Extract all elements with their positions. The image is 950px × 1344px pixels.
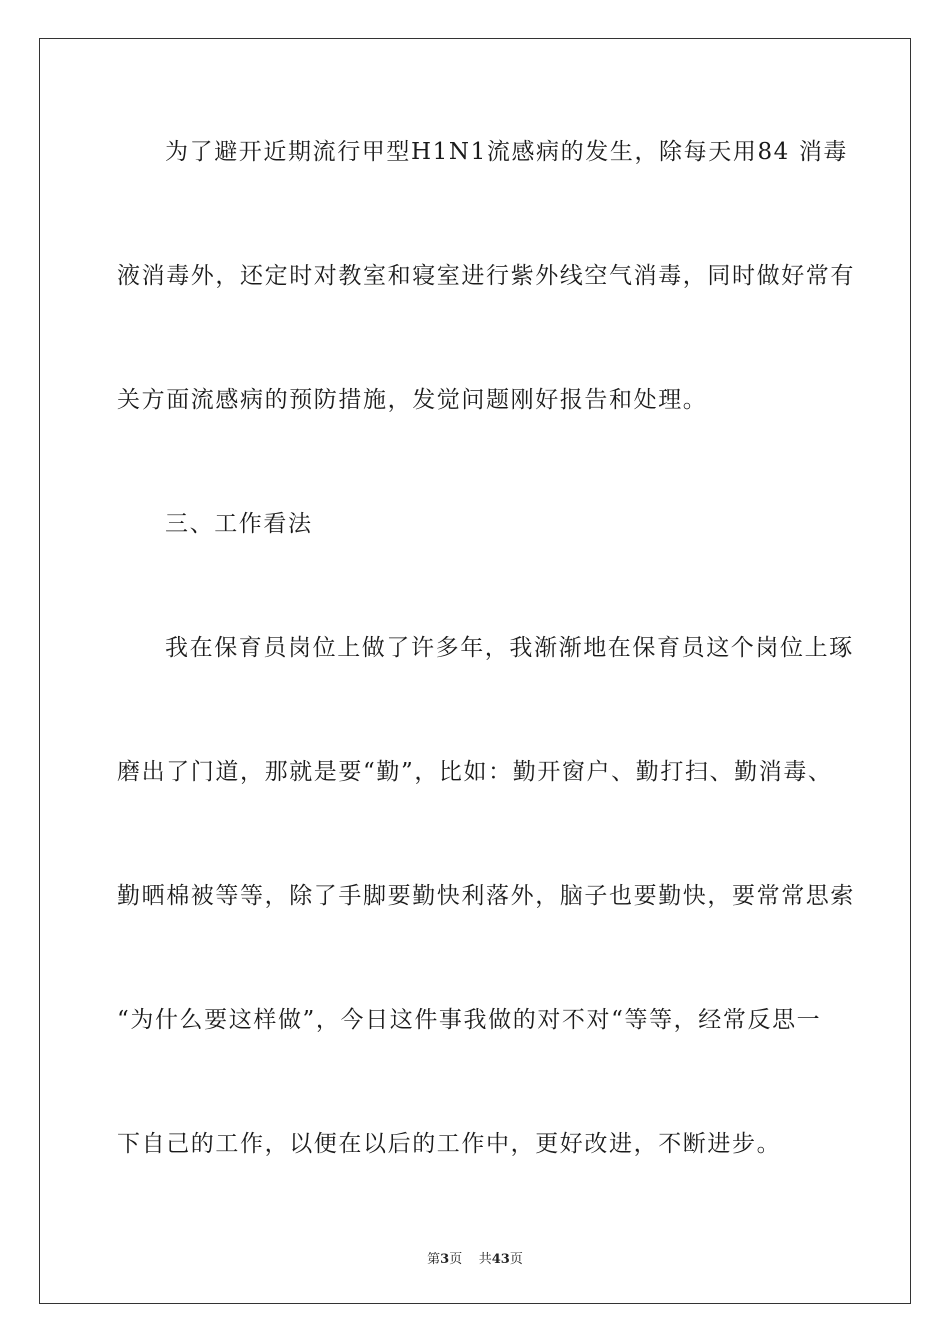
footer-page-suffix: 页 [449,1252,463,1267]
footer-total-suffix: 页 [509,1252,523,1267]
footer-total-pages: 43 [491,1252,510,1267]
text-line-2: 液消毒外，还定时对教室和寝室进行紫外线空气消毒，同时做好常有 [117,263,855,289]
footer-page-prefix: 第 [427,1252,441,1267]
text-line-6: 磨出了门道，那就是要“勤”，比如：勤开窗户、勤打扫、勤消毒、 [117,759,833,785]
text-line-1: 为了避开近期流行甲型H1N1流感病的发生，除每天用84 消毒 [165,139,849,165]
page-footer [0,1248,950,1267]
text-line-5: 我在保育员岗位上做了许多年，我渐渐地在保育员这个岗位上琢 [165,635,854,661]
text-line-8: “为什么要这样做”，今日这件事我做的对不对“等等，经常反思一 [117,1007,822,1033]
page-border [39,38,911,1304]
text-line-9: 下自己的工作，以便在以后的工作中，更好改进，不断进步。 [117,1131,782,1157]
section-heading: 三、工作看法 [165,511,313,537]
footer-page-number: 3 [440,1252,450,1267]
footer-total-prefix: 共 [478,1252,492,1267]
text-line-3: 关方面流感病的预防措施，发觉问题刚好报告和处理。 [117,387,708,413]
text-line-7: 勤晒棉被等等，除了手脚要勤快利落外，脑子也要勤快，要常常思索 [117,883,855,909]
